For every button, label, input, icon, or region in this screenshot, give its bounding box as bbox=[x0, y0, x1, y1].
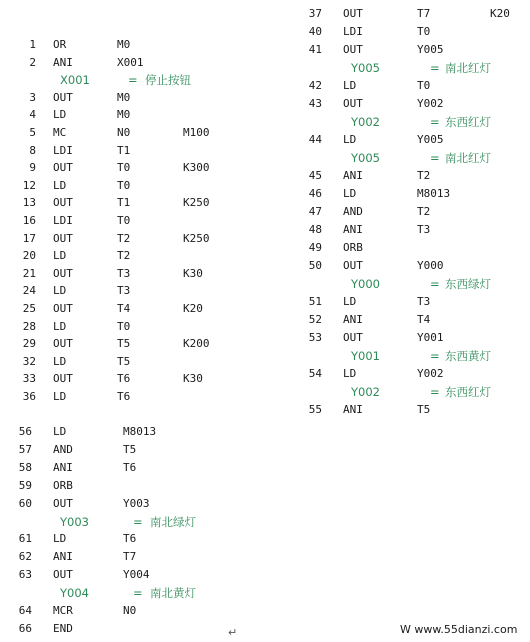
opcode: OUT bbox=[53, 161, 73, 175]
operand: T7 bbox=[417, 7, 431, 20]
comment-text: 停止按钮 bbox=[145, 73, 191, 88]
opcode: OUT bbox=[343, 43, 363, 56]
opcode: ANI bbox=[343, 223, 363, 236]
opcode: LDI bbox=[343, 25, 363, 38]
operand: T0 bbox=[417, 79, 431, 92]
step-number: 1 bbox=[29, 38, 36, 51]
comment-equals: = bbox=[133, 514, 143, 529]
step-number: 42 bbox=[308, 79, 322, 92]
opcode: LD bbox=[343, 187, 357, 200]
operand: T6 bbox=[117, 390, 131, 403]
operand-constant: M100 bbox=[183, 126, 210, 139]
opcode: OUT bbox=[53, 266, 73, 280]
instruction-row bbox=[0, 42, 530, 58]
operand: T2 bbox=[417, 205, 431, 218]
return-mark-icon: ↵ bbox=[228, 626, 238, 639]
operand-constant: K250 bbox=[183, 196, 210, 210]
comment-row bbox=[0, 585, 530, 601]
comment-row bbox=[0, 150, 530, 166]
comment-text: 南北红灯 bbox=[445, 151, 491, 165]
comment-equals: = bbox=[430, 151, 440, 165]
step-number: 3 bbox=[29, 90, 36, 104]
opcode: AND bbox=[343, 205, 363, 218]
opcode: OUT bbox=[343, 97, 363, 110]
instruction-row bbox=[0, 531, 530, 547]
step-number: 4 bbox=[29, 108, 36, 122]
step-number: 63 bbox=[18, 568, 32, 582]
step-number: 62 bbox=[18, 550, 32, 564]
opcode: LD bbox=[53, 425, 67, 438]
comment-equals: = bbox=[430, 277, 440, 291]
operand: T7 bbox=[123, 550, 137, 564]
opcode: LD bbox=[53, 532, 67, 546]
step-number: 20 bbox=[22, 249, 36, 263]
operand: T0 bbox=[117, 161, 131, 175]
operand: Y001 bbox=[417, 331, 444, 344]
opcode: LD bbox=[53, 390, 67, 403]
step-number: 43 bbox=[308, 97, 322, 110]
comment-device: Y002 bbox=[351, 385, 380, 399]
operand: T5 bbox=[117, 354, 131, 368]
opcode: ANI bbox=[53, 460, 73, 474]
comment-device: Y003 bbox=[60, 514, 89, 529]
operand: M0 bbox=[117, 90, 131, 104]
operand: M0 bbox=[117, 38, 131, 51]
step-number: 53 bbox=[308, 331, 322, 344]
operand: T0 bbox=[117, 214, 131, 227]
instruction-row bbox=[0, 330, 530, 346]
step-number: 45 bbox=[308, 169, 322, 182]
instruction-row bbox=[0, 204, 530, 220]
operand: Y003 bbox=[123, 496, 150, 510]
opcode: LD bbox=[343, 79, 357, 92]
opcode: OUT bbox=[343, 7, 363, 20]
step-number: 44 bbox=[308, 133, 322, 146]
comment-equals: = bbox=[128, 73, 138, 88]
operand: Y005 bbox=[417, 133, 444, 146]
step-number: 52 bbox=[308, 313, 322, 326]
step-number: 25 bbox=[22, 302, 36, 315]
operand: M8013 bbox=[123, 425, 157, 438]
comment-equals: = bbox=[430, 61, 440, 75]
operand: N0 bbox=[123, 604, 137, 617]
opcode: OUT bbox=[53, 496, 73, 510]
operand: T1 bbox=[117, 196, 131, 210]
step-number: 48 bbox=[308, 223, 322, 236]
opcode: ANI bbox=[53, 55, 73, 69]
step-number: 58 bbox=[18, 460, 32, 474]
comment-row bbox=[0, 114, 530, 130]
step-number: 5 bbox=[29, 126, 36, 139]
operand-constant: K30 bbox=[183, 372, 203, 386]
step-number: 28 bbox=[22, 319, 36, 333]
opcode: OUT bbox=[53, 568, 73, 582]
instruction-row bbox=[0, 294, 530, 310]
opcode: MCR bbox=[53, 604, 73, 617]
operand: T3 bbox=[417, 223, 431, 236]
instruction-row bbox=[0, 366, 530, 382]
step-number: 8 bbox=[29, 143, 36, 157]
step-number: 47 bbox=[308, 205, 322, 218]
step-number: 60 bbox=[18, 496, 32, 510]
opcode: LD bbox=[343, 133, 357, 146]
instruction-row bbox=[0, 24, 530, 40]
step-number: 59 bbox=[18, 478, 32, 492]
comment-row bbox=[0, 60, 530, 76]
operand-constant: K300 bbox=[183, 161, 210, 175]
operand: Y000 bbox=[417, 259, 444, 272]
instruction-row bbox=[0, 496, 530, 512]
opcode: OUT bbox=[343, 259, 363, 272]
operand: Y004 bbox=[123, 568, 150, 582]
opcode: OUT bbox=[343, 331, 363, 344]
instruction-row bbox=[0, 312, 530, 328]
comment-text: 南北黄灯 bbox=[150, 586, 196, 601]
step-number: 16 bbox=[22, 214, 36, 227]
step-number: 33 bbox=[22, 372, 36, 386]
operand: T5 bbox=[117, 337, 131, 351]
instruction-row bbox=[0, 460, 530, 476]
step-number: 21 bbox=[22, 266, 36, 280]
opcode: LDI bbox=[53, 143, 73, 157]
step-number: 64 bbox=[18, 604, 32, 617]
operand: Y002 bbox=[417, 97, 444, 110]
operand-constant: K200 bbox=[183, 337, 210, 351]
instruction-row bbox=[0, 258, 530, 274]
operand: T0 bbox=[417, 25, 431, 38]
opcode: LD bbox=[53, 354, 67, 368]
operand: Y005 bbox=[417, 43, 444, 56]
opcode: OR bbox=[53, 38, 67, 51]
comment-text: 东西黄灯 bbox=[445, 349, 491, 363]
operand: T0 bbox=[117, 178, 131, 192]
operand: T5 bbox=[417, 403, 431, 416]
opcode: ANI bbox=[343, 403, 363, 416]
comment-device: Y000 bbox=[351, 277, 380, 291]
instruction-row bbox=[0, 222, 530, 238]
opcode: OUT bbox=[53, 337, 73, 351]
step-number: 29 bbox=[22, 337, 36, 351]
opcode: ORB bbox=[53, 478, 73, 492]
step-number: 56 bbox=[18, 425, 32, 438]
opcode: ANI bbox=[53, 550, 73, 564]
comment-text: 东西红灯 bbox=[445, 385, 491, 399]
step-number: 24 bbox=[22, 284, 36, 298]
step-number: 37 bbox=[308, 7, 322, 20]
operand: T4 bbox=[417, 313, 431, 326]
instruction-row bbox=[0, 424, 530, 440]
step-number: 57 bbox=[18, 442, 32, 456]
opcode: ANI bbox=[343, 169, 363, 182]
step-number: 9 bbox=[29, 161, 36, 175]
opcode: LDI bbox=[53, 214, 73, 227]
instruction-row bbox=[0, 78, 530, 94]
operand: T3 bbox=[117, 284, 131, 298]
step-number: 2 bbox=[29, 55, 36, 69]
opcode: MC bbox=[53, 126, 67, 139]
comment-equals: = bbox=[430, 385, 440, 399]
instruction-row bbox=[0, 240, 530, 256]
instruction-row bbox=[0, 6, 530, 22]
opcode: OUT bbox=[53, 90, 73, 104]
comment-equals: = bbox=[430, 115, 440, 129]
step-number: 40 bbox=[308, 25, 322, 38]
step-number: 54 bbox=[308, 367, 322, 380]
step-number: 50 bbox=[308, 259, 322, 272]
step-number: 17 bbox=[22, 231, 36, 245]
operand: T3 bbox=[417, 295, 431, 308]
operand: Y002 bbox=[417, 367, 444, 380]
comment-equals: = bbox=[133, 586, 143, 601]
operand: T0 bbox=[117, 319, 131, 333]
comment-row bbox=[0, 276, 530, 292]
operand: M8013 bbox=[417, 187, 451, 200]
comment-device: Y002 bbox=[351, 115, 380, 129]
opcode: LD bbox=[53, 178, 67, 192]
opcode: OUT bbox=[53, 231, 73, 245]
operand-constant: K30 bbox=[183, 266, 203, 280]
operand-constant: K20 bbox=[183, 302, 203, 315]
comment-row bbox=[0, 514, 530, 530]
comment-text: 南北红灯 bbox=[445, 61, 491, 75]
instruction-row bbox=[0, 186, 530, 202]
step-number: 13 bbox=[22, 196, 36, 210]
opcode: OUT bbox=[53, 302, 73, 315]
comment-text: 东西绿灯 bbox=[445, 277, 491, 291]
operand: X001 bbox=[117, 55, 144, 69]
watermark: W www.55dianzi.com bbox=[400, 623, 518, 636]
opcode: LD bbox=[53, 319, 67, 333]
comment-row bbox=[0, 348, 530, 364]
instruction-row bbox=[0, 603, 530, 619]
step-number: 55 bbox=[308, 403, 322, 416]
step-number: 61 bbox=[18, 532, 32, 546]
operand: N0 bbox=[117, 126, 131, 139]
comment-equals: = bbox=[430, 349, 440, 363]
comment-device: Y001 bbox=[351, 349, 380, 363]
step-number: 51 bbox=[308, 295, 322, 308]
operand: T6 bbox=[117, 372, 131, 386]
operand: T4 bbox=[117, 302, 131, 315]
opcode: AND bbox=[53, 442, 73, 456]
comment-row bbox=[0, 384, 530, 400]
comment-text: 东西红灯 bbox=[445, 115, 491, 129]
operand: T3 bbox=[117, 266, 131, 280]
opcode: LD bbox=[53, 108, 67, 122]
step-number: 41 bbox=[308, 43, 322, 56]
operand: T6 bbox=[123, 460, 137, 474]
step-number: 32 bbox=[22, 354, 36, 368]
opcode: LD bbox=[343, 367, 357, 380]
step-number: 36 bbox=[22, 390, 36, 403]
operand-constant: K20 bbox=[490, 7, 510, 20]
opcode: LD bbox=[343, 295, 357, 308]
instruction-row bbox=[0, 168, 530, 184]
comment-device: Y004 bbox=[60, 586, 89, 601]
opcode: ANI bbox=[343, 313, 363, 326]
step-number: 66 bbox=[18, 621, 32, 635]
step-number: 46 bbox=[308, 187, 322, 200]
operand: T6 bbox=[123, 532, 137, 546]
operand: T2 bbox=[117, 249, 131, 263]
instruction-row bbox=[0, 567, 530, 583]
opcode: OUT bbox=[53, 196, 73, 210]
comment-device: Y005 bbox=[351, 61, 380, 75]
operand: T2 bbox=[417, 169, 431, 182]
operand: T5 bbox=[123, 442, 137, 456]
opcode: END bbox=[53, 621, 73, 635]
opcode: OUT bbox=[53, 372, 73, 386]
instruction-row bbox=[0, 96, 530, 112]
instruction-row bbox=[0, 478, 530, 494]
comment-text: 南北绿灯 bbox=[150, 514, 196, 529]
operand: T1 bbox=[117, 143, 131, 157]
opcode: ORB bbox=[343, 241, 363, 254]
opcode: LD bbox=[53, 249, 67, 263]
operand-constant: K250 bbox=[183, 231, 210, 245]
instruction-row bbox=[0, 132, 530, 148]
instruction-row bbox=[0, 442, 530, 458]
step-number: 12 bbox=[22, 178, 36, 192]
operand: T2 bbox=[117, 231, 131, 245]
comment-device: X001 bbox=[60, 73, 90, 88]
instruction-row bbox=[0, 402, 530, 418]
instruction-row bbox=[0, 549, 530, 565]
opcode: LD bbox=[53, 284, 67, 298]
operand: M0 bbox=[117, 108, 131, 122]
step-number: 49 bbox=[308, 241, 322, 254]
comment-device: Y005 bbox=[351, 151, 380, 165]
